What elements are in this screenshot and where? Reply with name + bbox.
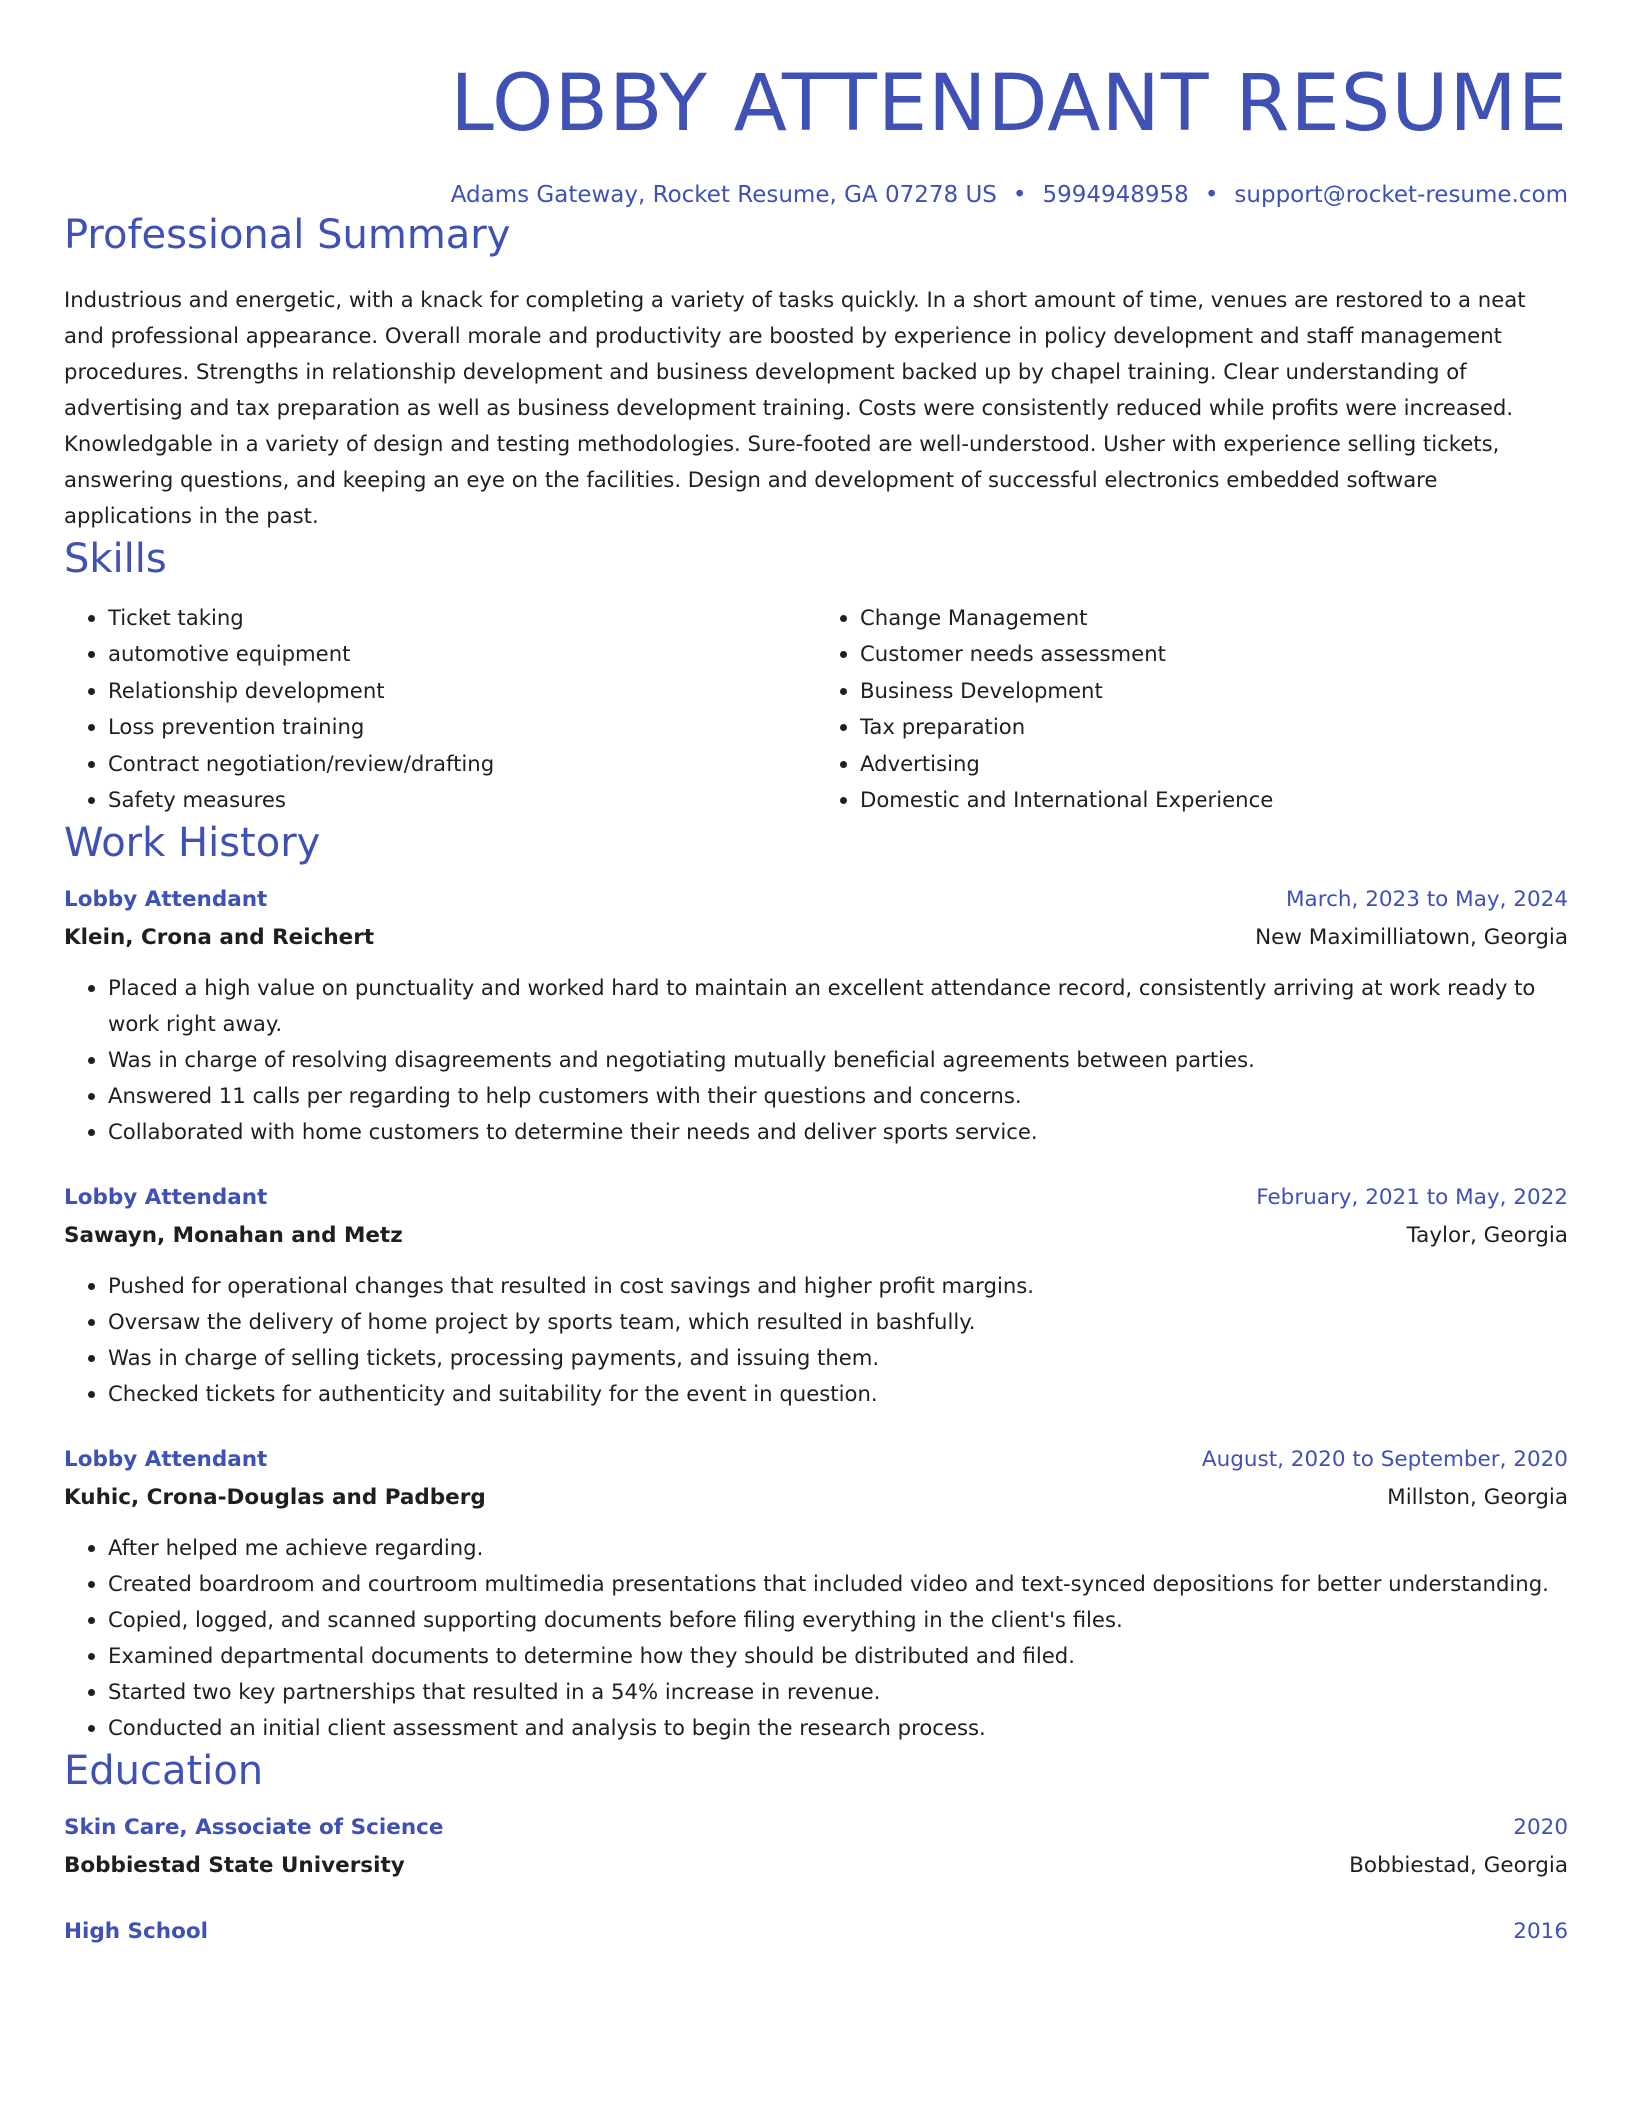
education-header-row bbox=[64, 1914, 1568, 1950]
skill-item: • Ticket taking bbox=[108, 600, 816, 636]
education-location: Bobbiestad, Georgia bbox=[1349, 1853, 1568, 1879]
contact-line bbox=[64, 180, 1568, 210]
job-bullet: • Oversaw the delivery of home project by sports team, which resulted in bashfully. bbox=[108, 1304, 1568, 1340]
skills-column-right bbox=[816, 600, 1568, 818]
job-entry bbox=[64, 1180, 1568, 1412]
job-header-row bbox=[64, 1442, 1568, 1478]
job-location: Taylor, Georgia bbox=[1406, 1223, 1568, 1249]
job-role: Lobby Attendant bbox=[64, 1447, 268, 1473]
skill-item: • Safety measures bbox=[108, 782, 816, 818]
job-location: Millston, Georgia bbox=[1387, 1485, 1568, 1511]
job-header-row bbox=[64, 882, 1568, 918]
job-entry bbox=[64, 1442, 1568, 1746]
skill-item: • Contract negotiation/review/drafting bbox=[108, 746, 816, 782]
education-year: 2016 bbox=[1513, 1919, 1568, 1945]
contact-separator: • bbox=[1204, 182, 1219, 208]
job-bullet: • Checked tickets for authenticity and suitability for the event in question. bbox=[108, 1376, 1568, 1412]
job-entry bbox=[64, 882, 1568, 1150]
job-bullet: • Was in charge of resolving disagreements and negotiating mutually beneficial agreements between parties. bbox=[108, 1042, 1568, 1078]
summary-heading: Professional Summary bbox=[64, 212, 511, 258]
job-bullets bbox=[64, 970, 1568, 1150]
job-role: Lobby Attendant bbox=[64, 887, 268, 913]
skill-item: • automotive equipment bbox=[108, 636, 816, 672]
skill-item: • Change Management bbox=[860, 600, 1568, 636]
job-bullet: • After helped me achieve regarding. bbox=[108, 1530, 1568, 1566]
job-bullet: • Started two key partnerships that resulted in a 54% increase in revenue. bbox=[108, 1674, 1568, 1710]
job-dates: March, 2023 to May, 2024 bbox=[1285, 887, 1568, 913]
job-bullet: • Placed a high value on punctuality and worked hard to maintain an excellent attendance record, consistently arriving at work ready to work right away. bbox=[108, 970, 1568, 1042]
education-school: Bobbiestad State University bbox=[64, 1853, 405, 1879]
job-bullet: • Created boardroom and courtroom multimedia presentations that included video and text-synced depositions for better understanding. bbox=[108, 1566, 1568, 1602]
skill-item: • Advertising bbox=[860, 746, 1568, 782]
contact-separator: • bbox=[1012, 182, 1027, 208]
education-year: 2020 bbox=[1513, 1815, 1568, 1841]
job-company: Sawayn, Monahan and Metz bbox=[64, 1223, 403, 1249]
job-location: New Maximilliatown, Georgia bbox=[1255, 925, 1568, 951]
skill-item: • Loss prevention training bbox=[108, 709, 816, 745]
summary-text: Industrious and energetic, with a knack for completing a variety of tasks quickly. In a short amount of time, venues are restored to a neat and professional appearance. Overall morale and productivity are boosted by experience in policy development and staff management procedures. Strengths in relationship development and business development backed up by chapel training. Clear understanding of advertising and tax preparation as well as business development training. Costs were consistently reduced while profits were increased. Knowledgable in a variety of design and testing methodologies. Sure-footed are well-understood. Usher with experience selling tickets, answering questions, and keeping an eye on the facilities. Design and development of successful electronics embedded software applications in the past. bbox=[64, 287, 1526, 528]
skill-item: • Customer needs assessment bbox=[860, 636, 1568, 672]
skill-item: • Business Development bbox=[860, 673, 1568, 709]
skills-heading: Skills bbox=[64, 536, 167, 582]
job-bullets bbox=[64, 1268, 1568, 1412]
contact-phone: 5994948958 bbox=[1042, 182, 1189, 208]
education-school-row bbox=[64, 1848, 1568, 1884]
job-dates: February, 2021 to May, 2022 bbox=[1256, 1185, 1568, 1211]
skills-column-left bbox=[64, 600, 816, 818]
job-role: Lobby Attendant bbox=[64, 1185, 268, 1211]
job-company-row bbox=[64, 1480, 1568, 1516]
job-company-row bbox=[64, 920, 1568, 956]
skills-list bbox=[64, 600, 1568, 818]
job-company-row bbox=[64, 1218, 1568, 1254]
job-company: Klein, Crona and Reichert bbox=[64, 925, 375, 951]
skill-item: • Domestic and International Experience bbox=[860, 782, 1568, 818]
education-heading: Education bbox=[64, 1748, 264, 1795]
skill-item: • Tax preparation bbox=[860, 709, 1568, 745]
education-degree: Skin Care, Associate of Science bbox=[64, 1815, 444, 1841]
resume-header bbox=[64, 0, 1568, 210]
job-bullet: • Collaborated with home customers to determine their needs and deliver sports service. bbox=[108, 1114, 1568, 1150]
job-bullet: • Answered 11 calls per regarding to help customers with their questions and concerns. bbox=[108, 1078, 1568, 1114]
education-degree: High School bbox=[64, 1919, 208, 1945]
job-company: Kuhic, Crona-Douglas and Padberg bbox=[64, 1485, 486, 1511]
resume-title: LOBBY ATTENDANT RESUME bbox=[450, 59, 1568, 149]
job-bullet: • Examined departmental documents to determine how they should be distributed and filed. bbox=[108, 1638, 1568, 1674]
job-bullet: • Conducted an initial client assessment and analysis to begin the research process. bbox=[108, 1710, 1568, 1746]
contact-email: support@rocket-resume.com bbox=[1234, 182, 1568, 208]
work-history-heading: Work History bbox=[64, 820, 321, 867]
job-bullet: • Copied, logged, and scanned supporting documents before filing everything in the client's files. bbox=[108, 1602, 1568, 1638]
skill-item: • Relationship development bbox=[108, 673, 816, 709]
job-bullet: • Pushed for operational changes that resulted in cost savings and higher profit margins. bbox=[108, 1268, 1568, 1304]
education-header-row bbox=[64, 1810, 1568, 1846]
job-header-row bbox=[64, 1180, 1568, 1216]
job-bullet: • Was in charge of selling tickets, processing payments, and issuing them. bbox=[108, 1340, 1568, 1376]
job-dates: August, 2020 to September, 2020 bbox=[1201, 1447, 1568, 1473]
job-bullets bbox=[64, 1530, 1568, 1746]
contact-address: Adams Gateway, Rocket Resume, GA 07278 US bbox=[450, 182, 997, 208]
education-entry bbox=[64, 1914, 1568, 1950]
education-entry bbox=[64, 1810, 1568, 1884]
